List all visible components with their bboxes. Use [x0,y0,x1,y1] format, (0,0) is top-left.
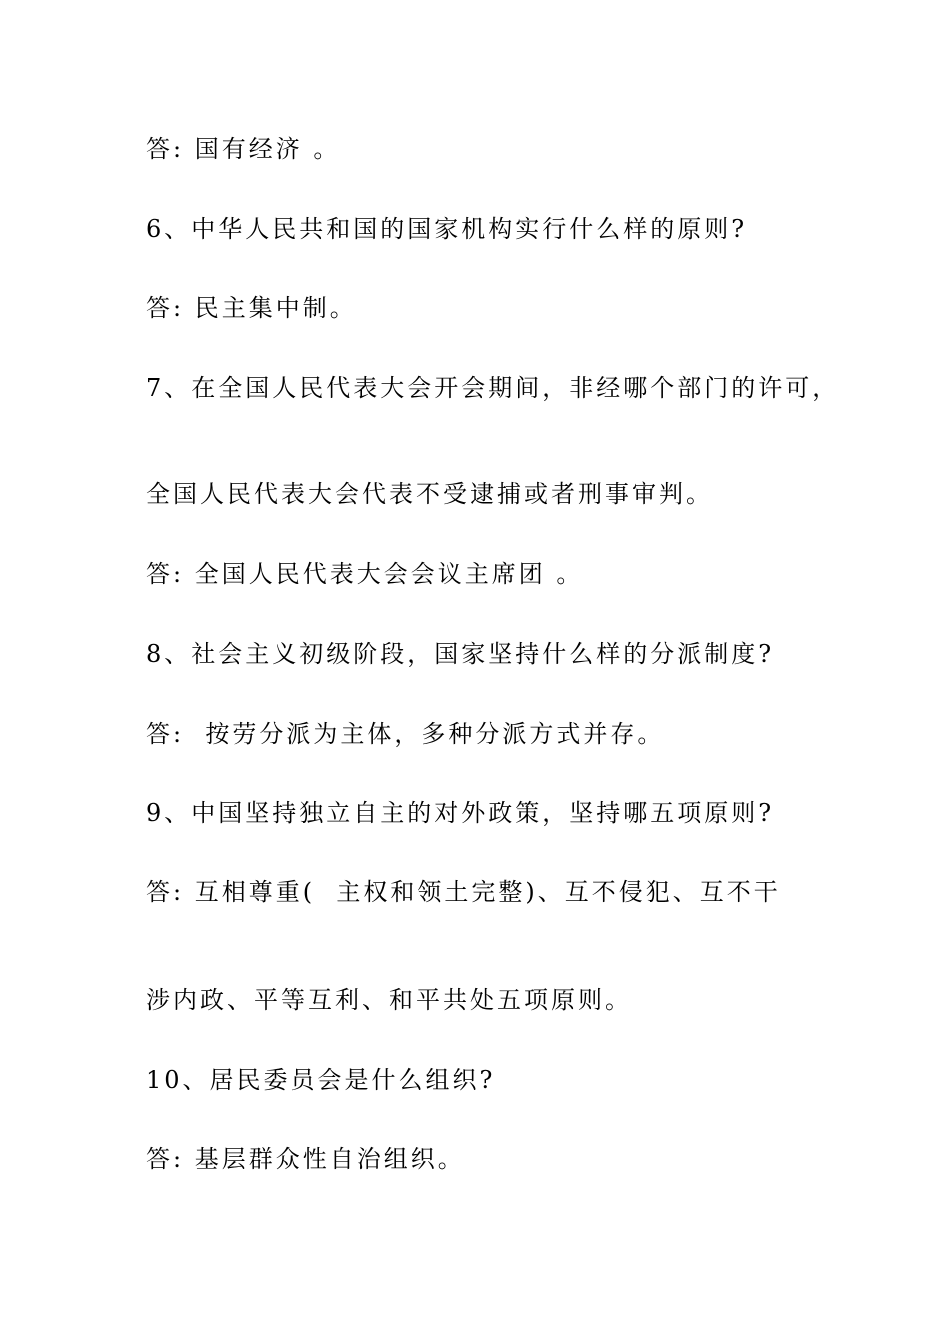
question-7-line-2: 全国人民代表大会代表不受逮捕或者刑事审判。 [146,480,713,508]
answer-10: 答: 基层群众性自治组织。 [146,1145,465,1173]
answer-7: 答: 全国人民代表大会会议主席团 。 [146,560,584,588]
answer-9-line-1: 答: 互相尊重( 主权和领土完整)、互不侵犯、互不干 [146,878,781,906]
question-9: 9、中国坚持独立自主的对外政策，坚持哪五项原则? [146,799,775,827]
question-8: 8、社会主义初级阶段，国家坚持什么样的分派制度? [146,640,775,668]
answer-9-line-2: 涉内政、平等互利、和平共处五项原则。 [146,986,632,1014]
question-10: 10、居民委员会是什么组织? [146,1066,496,1094]
answer-5: 答: 国有经济 。 [146,135,341,163]
question-6: 6、中华人民共和国的国家机构实行什么样的原则? [146,215,748,243]
answer-6: 答: 民主集中制。 [146,294,357,322]
answer-8: 答: 按劳分派为主体，多种分派方式并存。 [146,720,665,748]
question-7-line-1: 7、在全国人民代表大会开会期间，非经哪个部门的许可， [146,374,840,402]
